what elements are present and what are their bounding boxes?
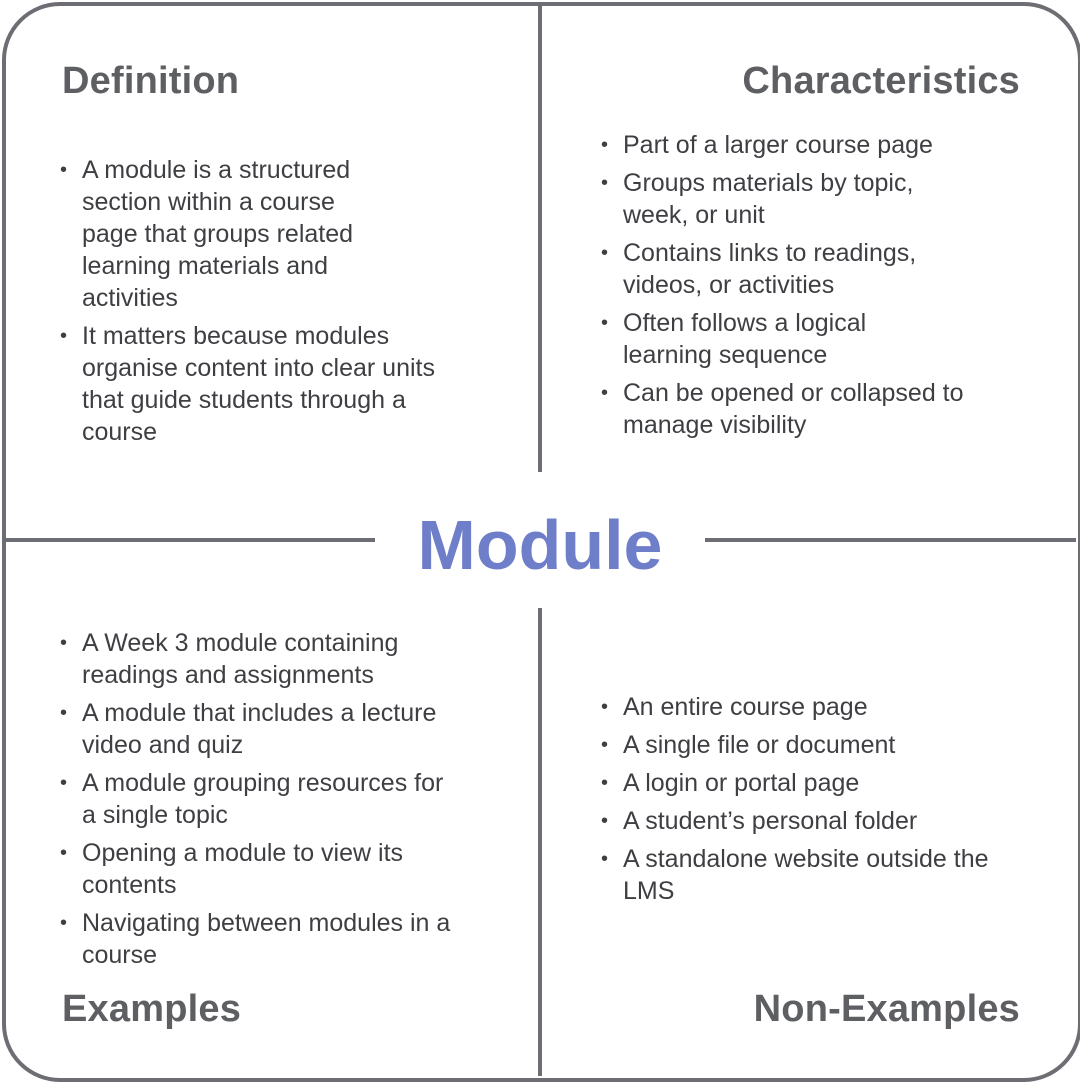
list-item: • A module grouping resources for a single topic [60,767,452,831]
non-examples-title: Non-Examples [753,988,1020,1030]
list-item: • A student’s personal folder [601,805,1003,837]
definition-title: Definition [62,60,240,102]
vertical-divider-bottom [538,608,542,1076]
list-item: • A login or portal page [601,767,1003,799]
list-item: • A module that includes a lecture video and quiz [60,697,482,761]
horizontal-divider-left [4,538,375,542]
list-item: • Can be opened or collapsed to manage visibility [601,377,983,441]
vertical-divider-top [538,4,542,472]
non-examples-list [601,691,1021,913]
list-item: • An entire course page [601,691,1003,723]
list-item: • Navigating between modules in a course [60,907,452,971]
list-item: • A single file or document [601,729,1003,761]
list-item: • It matters because modules organise content into clear units that guide students through a course [60,320,480,448]
list-item: • Contains links to readings, videos, or activities [601,237,963,301]
list-item: • A standalone website outside the LMS [601,843,998,907]
list-item: • Part of a larger course page [601,129,983,161]
list-item: • Groups materials by topic, week, or unit [601,167,953,231]
center-title: Module [417,506,663,584]
horizontal-divider-right [705,538,1076,542]
list-item: • Opening a module to view its contents [60,837,412,901]
list-item: • A module is a structured section within a course page that groups related learning materials and activities [60,154,382,314]
characteristics-list [601,129,1001,447]
definition-list [60,154,480,454]
examples-title: Examples [62,988,242,1030]
list-item: • Often follows a logical learning sequence [601,307,923,371]
examples-list [60,627,490,977]
list-item: • A Week 3 module containing readings and assignments [60,627,442,691]
characteristics-title: Characteristics [742,60,1020,102]
